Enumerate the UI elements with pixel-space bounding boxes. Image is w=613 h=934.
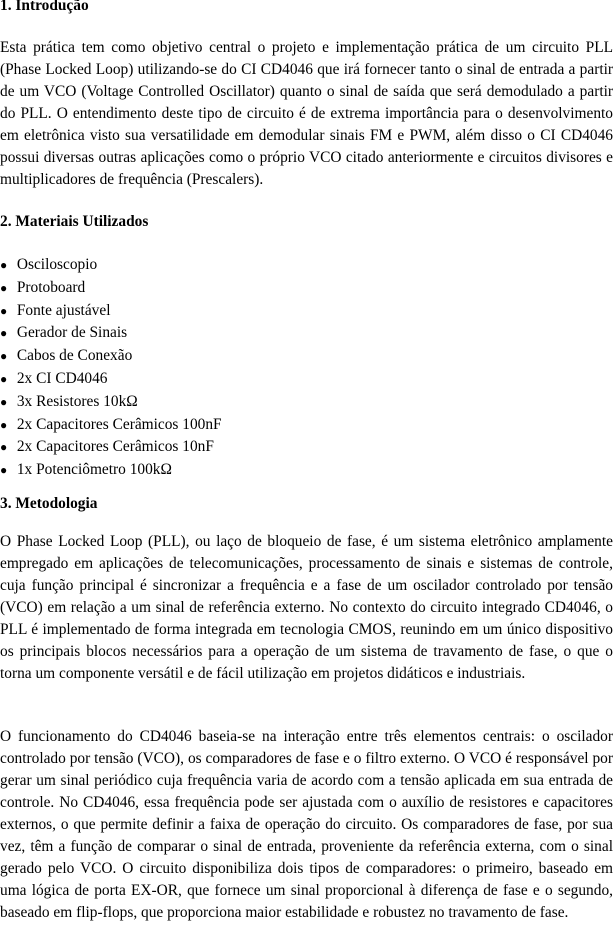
bullet-icon: ● — [0, 394, 8, 409]
list-item: ● 2x Capacitores Cerâmicos 10nF — [0, 436, 613, 459]
list-item: ● Cabos de Conexão — [0, 345, 613, 368]
bullet-icon: ● — [0, 303, 8, 318]
metodologia-paragraph-2: O funcionamento do CD4046 baseia-se na interação entre três elementos centrais: o oscilador controlado por tensão (VCO), os comparadores de fase e o filtro externo. O VCO é responsável por gerar um sinal periódico cuja frequência varia de acordo com a tensão aplicada em sua entrada de controle. No CD4046, essa frequência pode ser ajustada com o auxílio de resistores e capacitores externos, o que permite definir a faixa de operação do circuito. Os comparadores de fase, por sua vez, têm a função de comparar o sinal de entrada, proveniente da referência externa, com o sinal gerado pelo VCO. O circuito disponibiliza dois tipos de comparadores: o primeiro, baseado em uma lógica de porta EX-OR, que fornece um sinal proporcional à diferença de fase e o segundo, baseado em flip-flops, que proporciona maior estabilidade e robustez no travamento de fase. — [0, 728, 613, 921]
list-item: ● 2x Capacitores Cerâmicos 100nF — [0, 414, 613, 437]
list-item: ● Osciloscopio — [0, 254, 613, 277]
bullet-icon: ● — [0, 349, 8, 364]
bullet-icon: ● — [0, 258, 8, 272]
section-heading-introducao: 1. Introdução — [0, 0, 89, 14]
section-heading-materiais: 2. Materiais Utilizados — [0, 213, 149, 230]
introducao-paragraph: Esta prática tem como objetivo central o projeto e implementação prática de um circuito PLL (Phase Locked Loop) utilizando-se do CI CD4046 que irá fornecer tanto o sinal de entrada a partir de um VCO (Voltage Controlled Oscillator) quanto o sinal de saída que será demodulado a partir do PLL. O entendimento deste tipo de circuito é de extrema importância para o desenvolvimento em eletrônica visto sua versatilidade em demodular sinais FM e PWM, além disso o CI CD4046 possui diversas outras aplicações como o próprio VCO citado anteriormente e circuitos divisores e multiplicadores de frequência (Prescalers). — [0, 39, 613, 188]
bullet-icon: ● — [0, 463, 8, 478]
materiais-list — [0, 254, 613, 482]
bullet-icon: ● — [0, 280, 8, 295]
bullet-icon: ● — [0, 371, 8, 386]
bullet-icon: ● — [0, 440, 8, 455]
list-item: ● 1x Potenciômetro 100kΩ — [0, 459, 613, 482]
metodologia-paragraph-1: O Phase Locked Loop (PLL), ou laço de bloqueio de fase, é um sistema eletrônico amplamente empregado em aplicações de telecomunicações, processamento de sinais e sistemas de controle, cuja função principal é sincronizar a frequência e a fase de um oscilador controlado por tensão (VCO) em relação a um sinal de referência externo. No contexto do circuito integrado CD4046, o PLL é implementado de forma integrada em tecnologia CMOS, reunindo em um único dispositivo os principais blocos necessários para a operação de um sistema de travamento de fase, o que o torna um componente versátil e de fácil utilização em projetos didáticos e industriais. — [0, 533, 613, 682]
list-item: ● Gerador de Sinais — [0, 322, 613, 345]
bullet-icon: ● — [0, 326, 8, 341]
section-heading-metodologia: 3. Metodologia — [0, 495, 98, 512]
list-item: ● 2x CI CD4046 — [0, 368, 613, 391]
list-item: ● Fonte ajustável — [0, 300, 613, 323]
list-item: ● Protoboard — [0, 277, 613, 300]
list-item: ● 3x Resistores 10kΩ — [0, 391, 613, 414]
bullet-icon: ● — [0, 417, 8, 432]
